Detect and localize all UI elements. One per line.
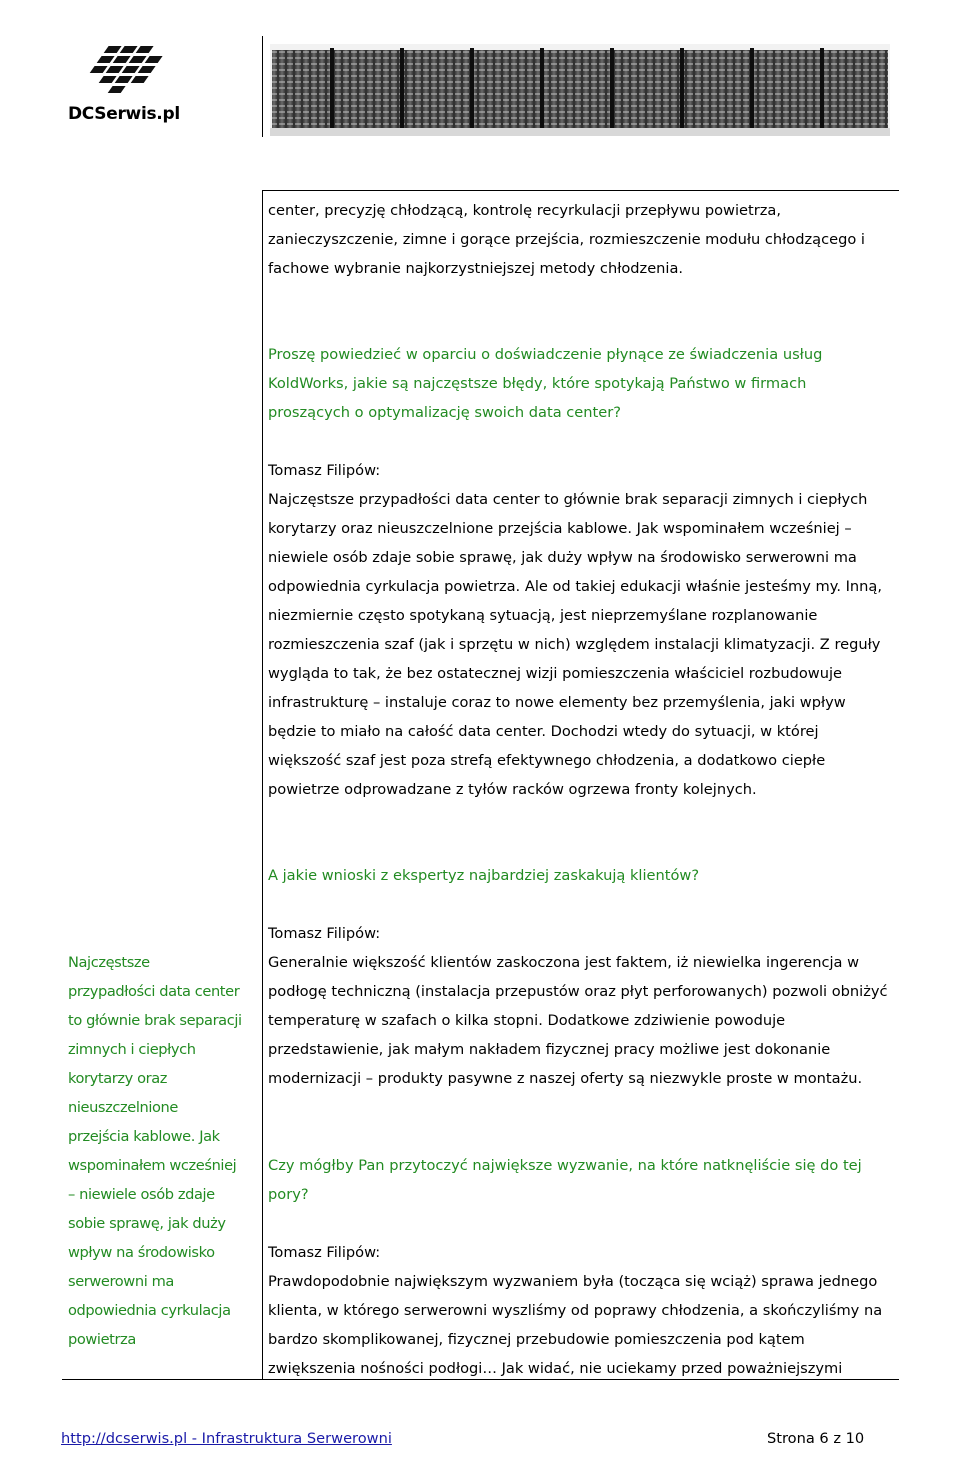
text-line: powietrze odprowadzane z tyłów racków ogrzewa fronty kolejnych. <box>268 781 757 798</box>
text-line: odpowiednia cyrkulacja <box>68 1302 231 1319</box>
column-divider <box>262 190 263 1379</box>
text-line: bardzo skomplikowanej, fizycznej przebudowie pomieszczenia pod kątem <box>268 1331 805 1348</box>
text-line: infrastrukturę – instaluje coraz to nowe elementy bez przemyślenia, jaki wpływ <box>268 694 846 711</box>
text-line: center, precyzję chłodzącą, kontrolę recyrkulacji przepływu powietrza, <box>268 202 781 219</box>
answer-2 <box>268 948 898 1093</box>
text-line: fachowe wybranie najkorzystniejszej metody chłodzenia. <box>268 260 684 277</box>
text-line: Prawdopodobnie największym wyzwaniem była (tocząca się wciąż) sprawa jednego <box>268 1273 878 1290</box>
text-line: temperaturę w szafach o kilka stopni. Dodatkowe zdziwienie powoduje <box>268 1012 786 1029</box>
text-line: niezmiernie często spotykaną sytuacją, jest nieprzemyślane rozplanowanie <box>268 607 818 624</box>
text-line: nieuszczelnione <box>68 1099 178 1116</box>
text-line: – niewiele osób zdaje <box>68 1186 215 1203</box>
header-divider <box>262 36 263 137</box>
answer-3 <box>268 1267 898 1383</box>
footer-site-link[interactable]: http://dcserwis.pl - Infrastruktura Serwerowni <box>61 1430 392 1447</box>
text-line: niewiele osób zdaje sobie sprawę, jak duży wpływ na środowisko serwerowni ma <box>268 549 857 566</box>
text-line: sobie sprawę, jak duży <box>68 1215 226 1232</box>
question-2: A jakie wnioski z ekspertyz najbardziej zaskakują klientów? <box>268 867 700 884</box>
question-1 <box>268 340 898 427</box>
page-number: Strona 6 z 10 <box>767 1430 865 1447</box>
top-rule <box>262 190 899 191</box>
answer-1-speaker: Tomasz Filipów: <box>268 462 381 479</box>
text-line: serwerowni ma <box>68 1273 174 1290</box>
text-line: zanieczyszczenie, zimne i gorące przejścia, rozmieszczenie modułu chłodzącego i <box>268 231 865 248</box>
text-line: Proszę powiedzieć w oparciu o doświadczenie płynące ze świadczenia usług <box>268 346 823 363</box>
answer-3-speaker: Tomasz Filipów: <box>268 1244 381 1261</box>
text-line: zwiększenia nośności podłogi… Jak widać, nie uciekamy przed poważniejszymi <box>268 1360 843 1377</box>
text-line: korytarzy oraz nieuszczelnione przejścia kablowe. Jak wspominałem wcześniej – <box>268 520 852 537</box>
text-line: rozmieszczenia szaf (jak i sprzętu w nich) względem instalacji klimatyzacji. Z reguły <box>268 636 881 653</box>
text-line: będzie to miało na całość data center. Dochodzi wtedy do sytuacji, w której <box>268 723 819 740</box>
text-line: modernizacji – produkty pasywne z naszej oferty są niezwykle proste w montażu. <box>268 1070 863 1087</box>
text-line: Najczęstsze przypadłości data center to głównie brak separacji zimnych i ciepłych <box>268 491 868 508</box>
answer-1 <box>268 485 898 804</box>
text-line: wspominałem wcześniej <box>68 1157 237 1174</box>
text-line: powietrza <box>68 1331 136 1348</box>
server-racks-photo <box>270 44 890 136</box>
solar-grid-logo-icon <box>70 44 170 98</box>
text-line: większość szaf jest poza strefą efektywnego chłodzenia, a dodatkowo ciepłe <box>268 752 826 769</box>
site-logo <box>66 44 180 129</box>
text-line: wpływ na środowisko <box>68 1244 215 1261</box>
text-line: odpowiednia cyrkulacja powietrza. Ale od takiej edukacji właśnie jesteśmy my. Inną, <box>268 578 882 595</box>
pull-quote <box>68 948 258 1354</box>
text-line: pory? <box>268 1186 309 1203</box>
text-line: zimnych i ciepłych <box>68 1041 196 1058</box>
answer-2-speaker: Tomasz Filipów: <box>268 925 381 942</box>
text-line: Generalnie większość klientów zaskoczona jest faktem, iż niewielka ingerencja w <box>268 954 860 971</box>
question-3 <box>268 1151 898 1209</box>
text-line: przypadłości data center <box>68 983 240 1000</box>
text-line: proszących o optymalizację swoich data center? <box>268 404 621 421</box>
text-line: to głównie brak separacji <box>68 1012 242 1029</box>
text-line: przejścia kablowe. Jak <box>68 1128 220 1145</box>
text-line: KoldWorks, jakie są najczęstsze błędy, które spotykają Państwo w firmach <box>268 375 807 392</box>
text-line: Najczęstsze <box>68 954 150 971</box>
text-line: Czy mógłby Pan przytoczyć największe wyzwanie, na które natknęliście się do tej <box>268 1157 862 1174</box>
text-line: wygląda to tak, że bez ostatecznej wizji pomieszczenia właściciel rozbudowuje <box>268 665 842 682</box>
text-line: podłogę techniczną (instalacja przepustów oraz płyt perforowanych) pozwoli obniżyć <box>268 983 888 1000</box>
intro-paragraph <box>268 196 898 283</box>
logo-text: DCSerwis.pl <box>68 104 180 124</box>
text-line: klienta, w którego serwerowni wyszliśmy od poprawy chłodzenia, a skończyliśmy na <box>268 1302 883 1319</box>
text-line: korytarzy oraz <box>68 1070 168 1087</box>
text-line: przedstawienie, jak małym nakładem fizycznej pracy możliwe jest dokonanie <box>268 1041 831 1058</box>
